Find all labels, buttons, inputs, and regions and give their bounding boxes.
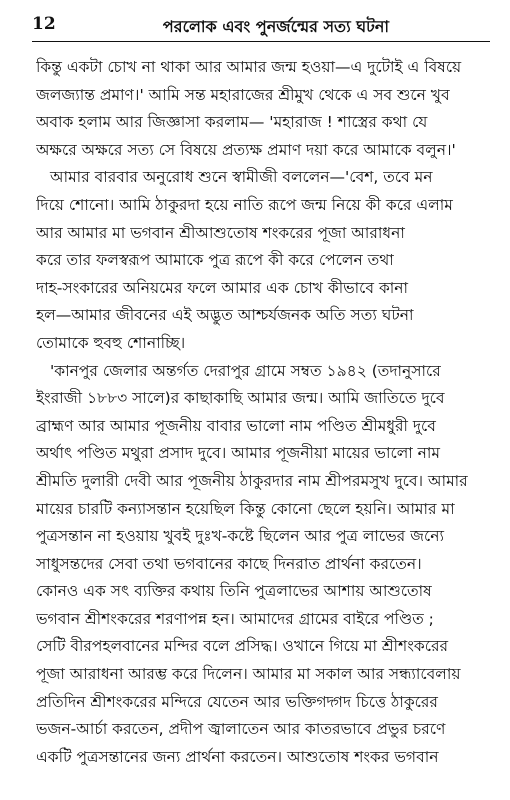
text-line: শ্রীমতি দুলারী দেবী আর পূজনীয় ঠাকুরদার নাম শ্রীপরমসুখ দুবে। আমার [36,471,468,490]
text-line: করে তার ফলস্বরূপ আমাকে পুত্র রূপে কী করে পেলেন তথা [36,251,394,270]
text-line: অক্ষরে অক্ষরে সত্য সে বিষয়ে প্রত্যক্ষ প্রমাণ দয়া করে আমাকে বলুন।' [36,140,456,159]
paragraph-first-line: 'কানপুর জেলার অন্তর্গত দেরাপুর গ্রামে সম্বত ১৯৪২ (তদানুসারে [50,361,441,380]
text-line: একটি পুত্রসন্তানের জন্য প্রার্থনা করতেন। আশুতোষ শংকর ভগবান [36,747,439,766]
paragraph-first-line: আমার বারবার অনুরোধ শুনে স্বামীজী বললেন—'বেশ, তবে মন [50,168,433,187]
text-line: ব্রাহ্মণ আর আমার পূজনীয় বাবার ভালো নাম পণ্ডিত শ্রীমধুরী দুবে [36,416,436,435]
text-line: জলজ্যান্ত প্রমাণ।' আমি সন্ত মহারাজের শ্রীমুখ থেকে এ সব শুনে খুব [36,85,450,104]
text-line: হল—আমার জীবনের এই অদ্ভুত আশ্চর্যজনক অতি সত্য ঘটনা [36,306,414,325]
running-head [32,12,490,38]
page-number: 12 [32,14,56,34]
text-line: মায়ের চারটি কন্যাসন্তান হয়েছিল কিন্তু কোনো ছেলে হয়নি। আমার মা [36,499,455,518]
text-line: ভজন-আর্চা করতেন, প্রদীপ জ্বালাতেন আর কাতরভাবে প্রভুর চরণে [36,720,446,739]
text-line: দিয়ে শোনো। আমি ঠাকুরদা হয়ে নাতি রূপে জন্ম নিয়ে কী করে এলাম [36,195,453,214]
body-text [36,54,490,771]
text-line: পুত্রসন্তান না হওয়ায় খুবই দুঃখ-কষ্টে ছিলেন আর পুত্র লাভের জন্যে [36,527,444,546]
text-line: কোনও এক সৎ ব্যক্তির কথায় তিনি পুত্রলাভের আশায় আশুতোষ [36,582,432,601]
header-divider [32,41,490,42]
text-line: দাহ-সংকারের অনিয়মের ফলে আমার এক চোখ কীভাবে কানা [36,278,409,297]
text-line: প্রতিদিন শ্রীশংকরের মন্দিরে যেতেন আর ভক্তিগদ্গদ চিত্তে ঠাকুরের [36,692,438,711]
text-line: অবাক হলাম আর জিজ্ঞাসা করলাম— 'মহারাজ ! শাস্ত্রের কথা যে [36,113,428,132]
text-line: আর আমার মা ভগবান শ্রীআশুতোষ শংকরের পূজা আরাধনা [36,223,405,242]
running-title: পরলোক এবং পুনর্জন্মের সত্য ঘটনা [162,17,390,36]
text-line: কিন্তু একটা চোখ না থাকা আর আমার জন্ম হওয়া—এ দুটোই এ বিষয়ে [36,58,462,76]
text-line: তোমাকে হুবহু শোনাচ্ছি। [36,333,186,352]
text-line: ইংরাজী ১৮৮৩ সালে)র কাছাকাছি আমার জন্ম। আমি জাতিতে দুবে [36,389,445,408]
text-line: সেটি বীরপহলবানের মন্দির বলে প্রসিদ্ধ। ওখানে গিয়ে মা শ্রীশংকরের [36,637,449,656]
text-line: ভগবান শ্রীশংকরের শরণাপন্ন হন। আমাদের গ্রামের বাইরে পণ্ডিত ; [36,609,434,628]
text-line: সাধুসন্তদের সেবা তথা ভগবানের কাছে দিনরাত প্রার্থনা করতেন। [36,554,422,573]
text-line: অর্থাৎ পণ্ডিত মথুরা প্রসাদ দুবে। আমার পূজনীয়া মায়ের ভালো নাম [36,444,441,463]
text-line: পূজা আরাধনা আরম্ভ করে দিলেন। আমার মা সকাল আর সন্ধ্যাবেলায় [36,665,461,684]
